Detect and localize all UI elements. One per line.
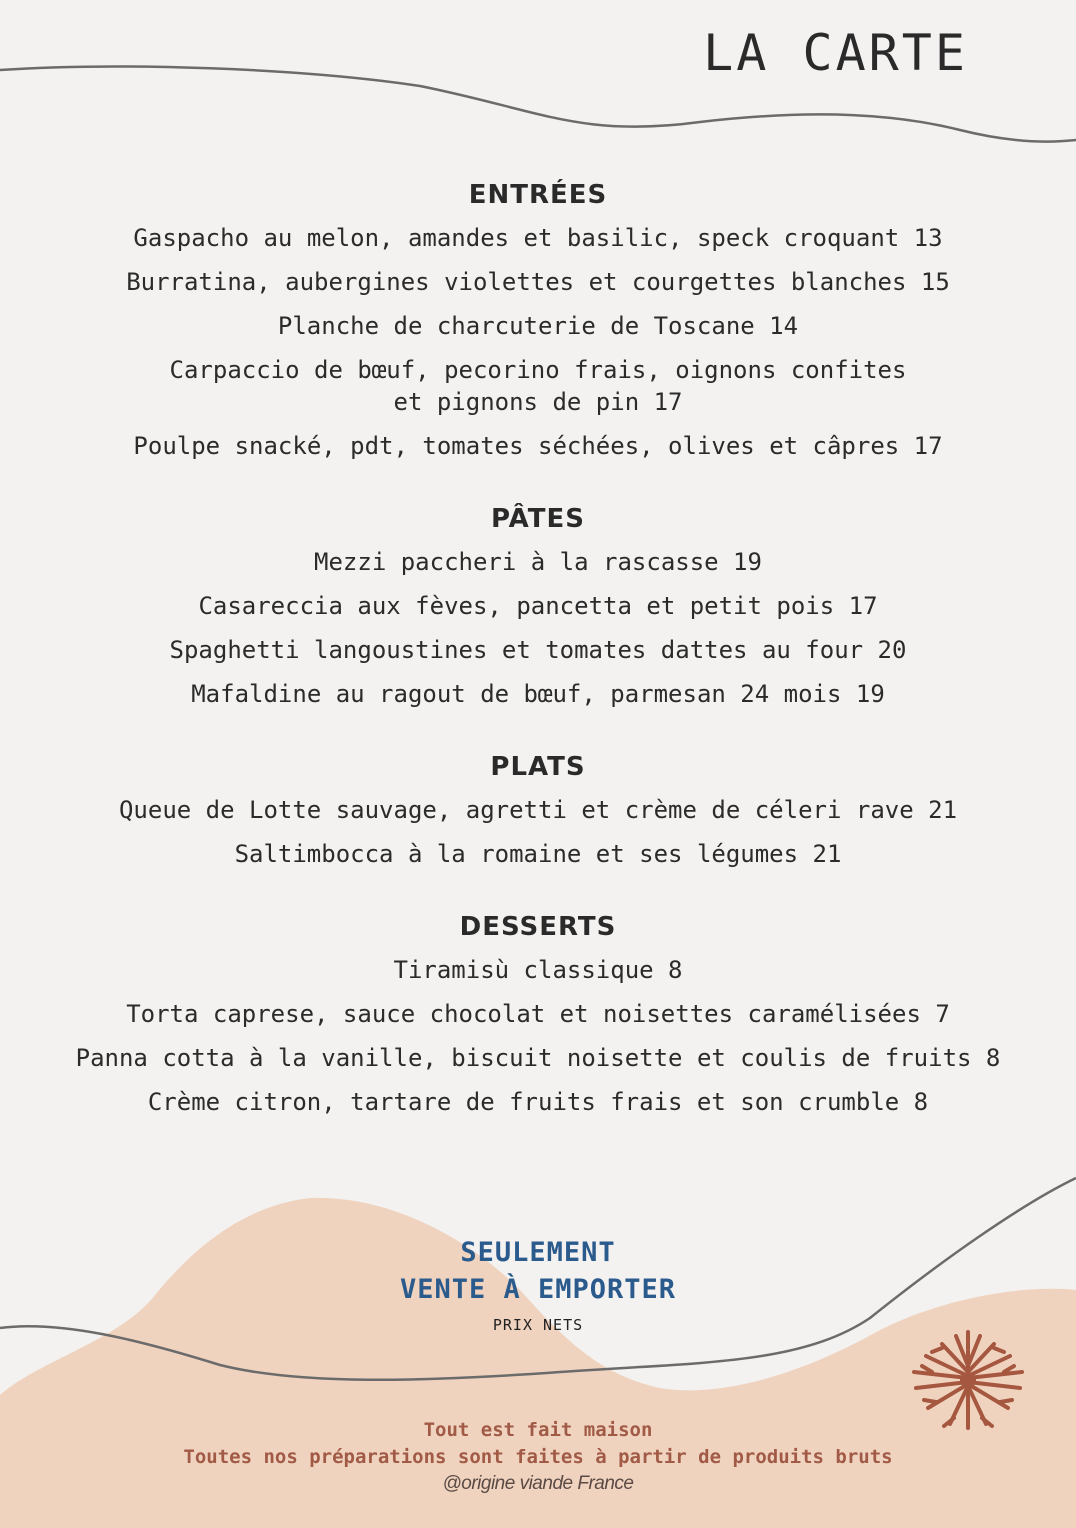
menu-list	[0, 180, 1076, 1160]
menu-item: Saltimbocca à la romaine et ses légumes 21	[234, 840, 842, 868]
section-desserts	[0, 912, 1076, 1118]
menu-item: Queue de Lotte sauvage, agretti et crème de céleri rave 21	[118, 796, 958, 824]
takeaway-line-1: SEULEMENT	[460, 1237, 616, 1268]
menu-item: Gaspacho au melon, amandes et basilic, speck croquant 13	[133, 224, 943, 252]
takeaway-notice	[0, 1234, 1076, 1334]
menu-item: Poulpe snacké, pdt, tomates séchées, olives et câpres 17	[133, 432, 943, 460]
raw-products-note: Toutes nos préparations sont faites à partir de produits bruts	[183, 1446, 893, 1468]
menu-item: Planche de charcuterie de Toscane 14	[277, 312, 799, 340]
section-pates	[0, 504, 1076, 710]
section-entrees	[0, 180, 1076, 462]
takeaway-line-2: VENTE À EMPORTER	[399, 1274, 677, 1305]
page-title: LA CARTE	[703, 24, 968, 82]
menu-item: Mezzi paccheri à la rascasse 19	[314, 548, 762, 576]
section-title: ENTRÉES	[468, 180, 608, 210]
meat-origin-note: @origine viande France	[442, 1473, 634, 1494]
menu-item: Spaghetti langoustines et tomates dattes au four 20	[169, 636, 907, 664]
menu-item: Torta caprese, sauce chocolat et noisettes caramélisées 7	[126, 1000, 950, 1028]
section-title: PÂTES	[491, 504, 585, 534]
menu-item: Mafaldine au ragout de bœuf, parmesan 24 mois 19	[191, 680, 885, 708]
menu-item: Crème citron, tartare de fruits frais et son crumble 8	[147, 1088, 929, 1116]
section-plats	[0, 752, 1076, 870]
menu-item: Carpaccio de bœuf, pecorino frais, oignons confites et pignons de pin 17	[169, 356, 907, 416]
menu-item: Panna cotta à la vanille, biscuit noisette et coulis de fruits 8	[75, 1044, 1001, 1072]
homemade-note: Tout est fait maison	[423, 1419, 653, 1441]
menu-item: Casareccia aux fèves, pancetta et petit pois 17	[198, 592, 878, 620]
section-title: DESSERTS	[459, 912, 617, 942]
net-prices-note: PRIX NETS	[492, 1316, 584, 1334]
menu-item: Burratina, aubergines violettes et courgettes blanches 15	[126, 268, 950, 296]
section-title: PLATS	[490, 752, 586, 782]
tree-roots-logo-icon	[902, 1326, 1034, 1432]
menu-item: Tiramisù classique 8	[393, 956, 683, 984]
